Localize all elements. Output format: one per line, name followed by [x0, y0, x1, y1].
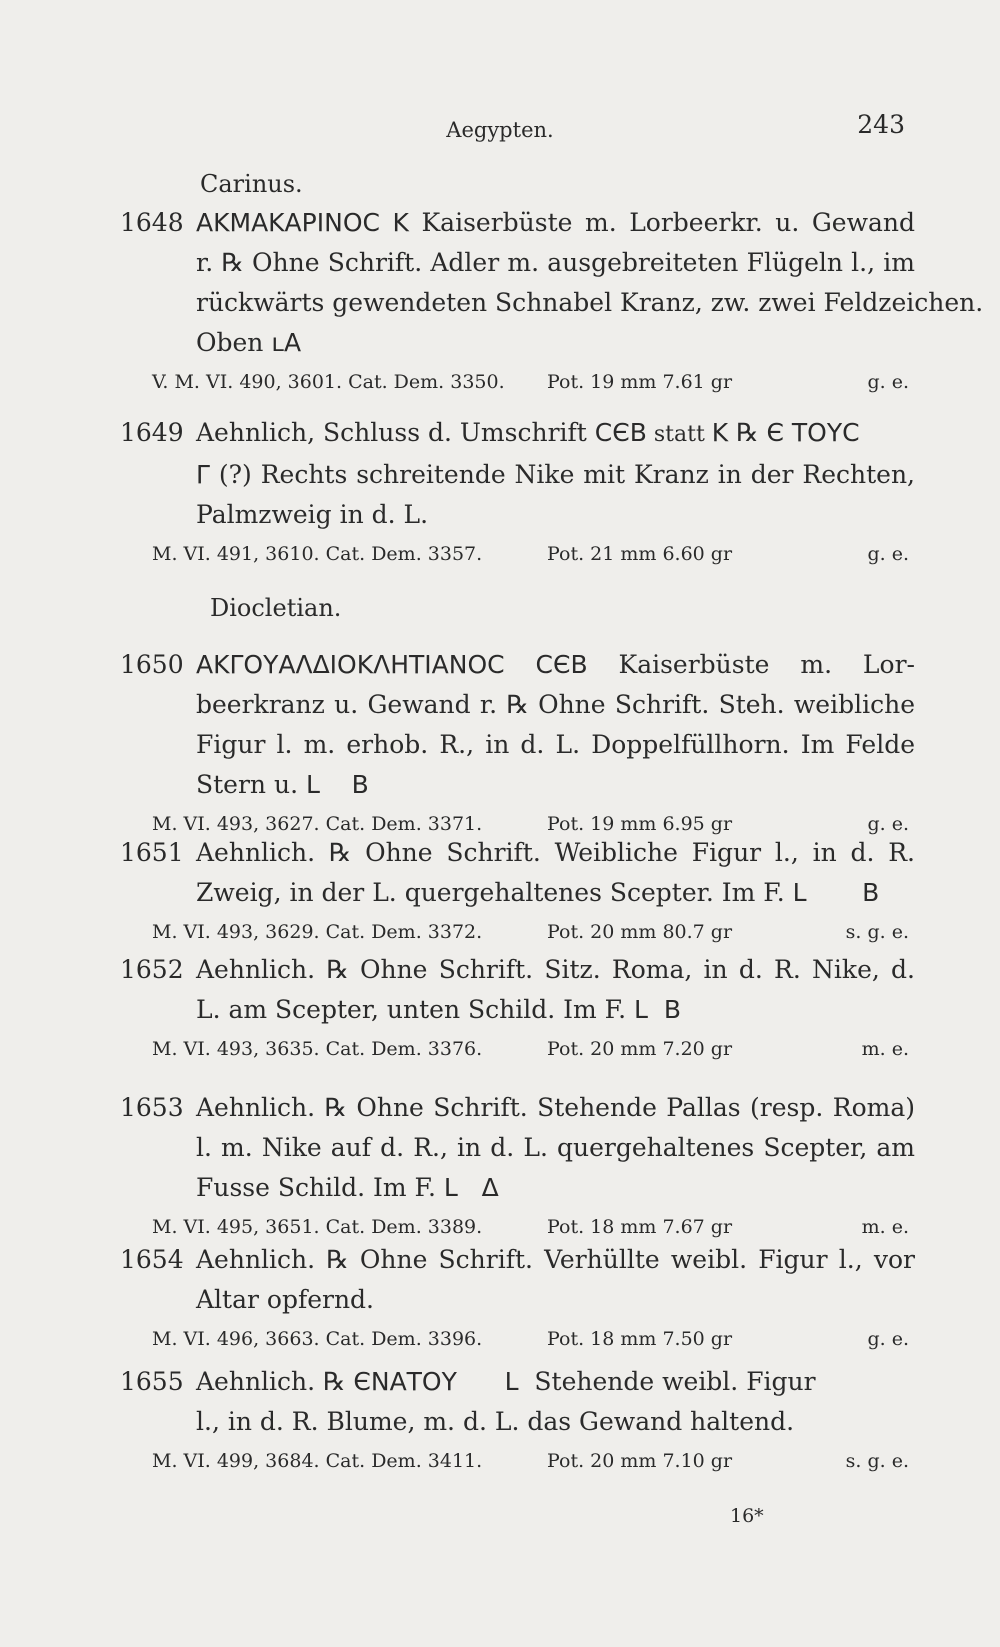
entry-number: 1652 — [120, 955, 184, 984]
greek-legend: L — [504, 1367, 519, 1396]
section-heading-carinus: Carinus. — [200, 170, 303, 198]
entry-line — [196, 1128, 915, 1168]
entry-text: Zweig, in der L. quergehaltenes Scepter. Im F. — [196, 878, 793, 907]
entry-line — [196, 203, 915, 243]
entry-text: Altar opfernd. — [196, 1285, 375, 1314]
entry-text: Stern u. — [196, 770, 306, 799]
greek-legend: L Β — [634, 995, 681, 1024]
running-title: Aegypten. — [446, 118, 554, 142]
metal-size-weight: Pot. 20 mm 7.10 gr — [547, 1450, 733, 1472]
catalog-entry — [120, 1240, 915, 1356]
entry-number: 1655 — [120, 1367, 184, 1396]
entry-text: r. ℞ Ohne Schrift. Adler m. ausgebreiteten Flügeln l., im — [196, 248, 915, 277]
entry-text: Oben — [196, 328, 272, 357]
catalog-entry — [120, 1362, 915, 1478]
greek-legend: L Β — [792, 878, 880, 907]
metal-size-weight: Pot. 18 mm 7.67 gr — [547, 1216, 733, 1238]
entry-line — [196, 725, 915, 765]
catalog-entry — [120, 203, 984, 399]
entry-text: (?) Rechts schreitende Nike mit Kranz in der Rechten, — [209, 460, 915, 489]
entry-line — [196, 833, 915, 873]
condition: m. e. — [861, 1216, 909, 1238]
entry-text: L. am Scepter, unten Schild. Im F. — [196, 995, 635, 1024]
entry-line — [196, 323, 915, 363]
entry-line — [196, 1280, 915, 1320]
entry-text: beerkranz u. Gewand r. ℞ Ohne Schrift. Steh. weibliche — [196, 690, 915, 719]
entry-line — [196, 1240, 915, 1280]
entry-text: Palmzweig in d. L. — [196, 500, 429, 529]
condition: g. e. — [867, 543, 909, 565]
catalog-reference: M. VI. 496, 3663. Cat. Dem. 3396. — [152, 1328, 483, 1350]
entry-line — [196, 990, 915, 1030]
greek-legend: L Δ — [443, 1173, 499, 1202]
entry-text: Fusse Schild. Im F. — [196, 1173, 444, 1202]
entry-line — [196, 1088, 915, 1128]
entry-text: Aehnlich. ℞ — [196, 1367, 354, 1396]
entry-line — [196, 243, 915, 283]
entry-text: Aehnlich. ℞ Ohne Schrift. Sitz. Roma, in d. R. Nike, d. — [196, 955, 915, 984]
metal-size-weight: Pot. 19 mm 6.95 gr — [547, 813, 733, 835]
entry-line — [196, 873, 915, 913]
entry-line — [196, 685, 915, 725]
entry-text: Stehende weibl. Figur — [518, 1367, 816, 1396]
metal-size-weight: Pot. 19 mm 7.61 gr — [547, 371, 733, 393]
greek-legend: L Β — [305, 770, 369, 799]
entry-text: l., in d. R. Blume, m. d. L. das Gewand haltend. — [196, 1407, 795, 1436]
greek-legend: ʟΑ — [271, 328, 302, 357]
reference-line — [152, 365, 915, 399]
entry-number: 1649 — [120, 418, 184, 447]
entry-text: Kaiserbüste m. Lorbeerkr. u. Gewand — [408, 208, 916, 237]
entry-line — [196, 283, 984, 323]
condition: m. e. — [861, 1038, 909, 1060]
entry-text: Aehnlich. ℞ Ohne Schrift. Verhüllte weibl. Figur l., vor — [196, 1245, 915, 1274]
catalog-reference: M. VI. 493, 3627. Cat. Dem. 3371. — [152, 813, 483, 835]
greek-legend: ЄΝΑΤΟΥ — [353, 1367, 457, 1396]
metal-size-weight: Pot. 21 mm 6.60 gr — [547, 543, 733, 565]
catalog-entry — [120, 413, 915, 571]
catalog-reference: M. VI. 491, 3610. Cat. Dem. 3357. — [152, 543, 483, 565]
greek-legend: Γ — [196, 460, 210, 489]
entry-line — [196, 950, 915, 990]
page-number: 243 — [857, 110, 905, 139]
entry-line — [196, 1362, 915, 1402]
catalog-reference: M. VI. 499, 3684. Cat. Dem. 3411. — [152, 1450, 483, 1472]
entry-line — [196, 413, 915, 455]
condition: s. g. e. — [845, 1450, 909, 1472]
section-heading-diocletian: Diocletian. — [210, 594, 342, 622]
entry-line — [196, 765, 915, 805]
greek-legend: ΑΚΜΑΚΑΡΙΝΟC Κ — [196, 208, 409, 237]
reference-line — [152, 1444, 915, 1478]
greek-legend: Є ΤΟΥC — [766, 418, 860, 447]
catalog-reference: M. VI. 493, 3635. Cat. Dem. 3376. — [152, 1038, 483, 1060]
entry-text: Aehnlich. ℞ Ohne Schrift. Weibliche Figur l., in d. R. — [196, 838, 915, 867]
reference-line — [152, 537, 915, 571]
entry-text: rückwärts gewendeten Schnabel Kranz, zw. zwei Feldzeichen. — [196, 288, 984, 317]
entry-number: 1648 — [120, 208, 184, 237]
condition: g. e. — [867, 1328, 909, 1350]
entry-text: l. m. Nike auf d. R., in d. L. quergehaltenes Scepter, am — [196, 1133, 915, 1162]
signature-mark: 16* — [730, 1505, 764, 1527]
entry-line — [196, 455, 915, 495]
entry-number: 1651 — [120, 838, 184, 867]
condition: s. g. e. — [845, 921, 909, 943]
metal-size-weight: Pot. 20 mm 80.7 gr — [547, 921, 733, 943]
reference-line — [152, 1032, 915, 1066]
entry-line — [196, 1402, 915, 1442]
entry-text: Figur l. m. erhob. R., in d. L. Doppelfüllhorn. Im Felde — [196, 730, 915, 759]
catalog-entry — [120, 1088, 915, 1244]
catalog-reference: M. VI. 495, 3651. Cat. Dem. 3389. — [152, 1216, 483, 1238]
greek-legend: CЄΒ — [594, 418, 647, 447]
entry-number: 1653 — [120, 1093, 184, 1122]
entry-line — [196, 1168, 915, 1208]
entry-line — [196, 495, 915, 535]
entry-text: statt — [646, 422, 712, 447]
entry-text: ℞ — [728, 418, 767, 447]
catalog-entry — [120, 645, 915, 841]
metal-size-weight: Pot. 20 mm 7.20 gr — [547, 1038, 733, 1060]
reference-line — [152, 915, 915, 949]
metal-size-weight: Pot. 18 mm 7.50 gr — [547, 1328, 733, 1350]
greek-legend: Κ — [711, 418, 729, 447]
entry-line — [196, 645, 915, 685]
catalog-entry — [120, 950, 915, 1066]
catalog-reference: V. M. VI. 490, 3601. Cat. Dem. 3350. — [152, 371, 505, 393]
catalog-reference: M. VI. 493, 3629. Cat. Dem. 3372. — [152, 921, 483, 943]
reference-line — [152, 1210, 915, 1244]
entry-text: Kaiserbüste m. Lor- — [587, 650, 915, 679]
greek-legend: ΑΚΓΟΥΑΛΔΙΟΚΛΗΤΙΑΝΟC CЄΒ — [196, 650, 588, 679]
entry-text — [457, 1367, 505, 1396]
condition: g. e. — [867, 371, 909, 393]
entry-text: Aehnlich. ℞ Ohne Schrift. Stehende Pallas (resp. Roma) — [196, 1093, 915, 1122]
entry-number: 1650 — [120, 650, 184, 679]
entry-text: Aehnlich, Schluss d. Umschrift — [196, 418, 595, 447]
reference-line — [152, 1322, 915, 1356]
entry-number: 1654 — [120, 1245, 184, 1274]
catalog-entry — [120, 833, 915, 949]
condition: g. e. — [867, 813, 909, 835]
